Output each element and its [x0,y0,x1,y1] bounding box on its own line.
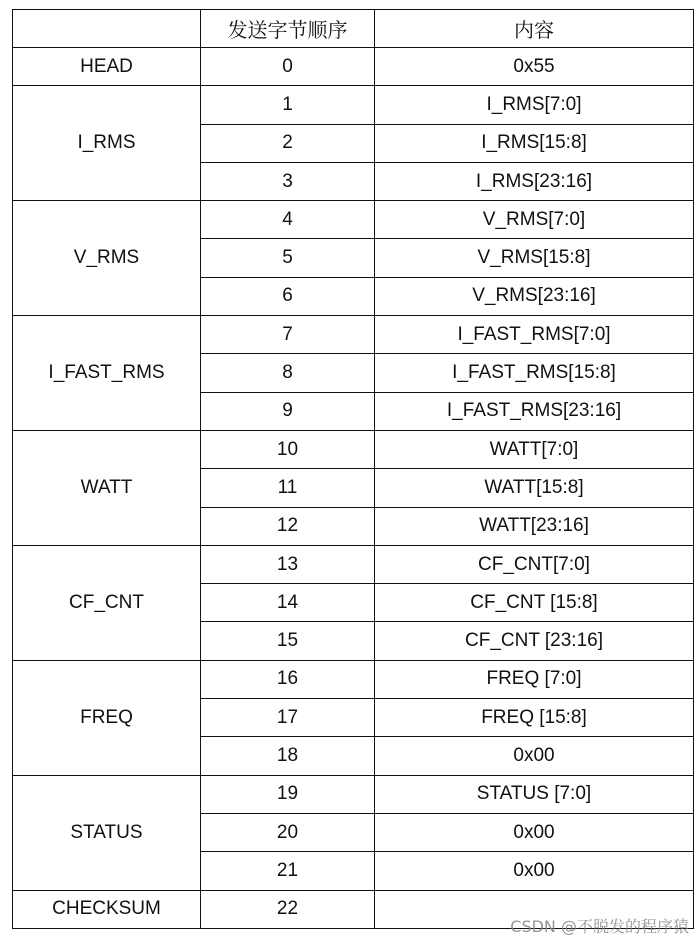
content-cell: I_RMS[23:16] [375,162,694,200]
content-cell: WATT[23:16] [375,507,694,545]
content-cell: I_RMS[7:0] [375,86,694,124]
byte-order-cell: 20 [201,813,375,851]
byte-order-cell: 13 [201,545,375,583]
header-group [13,10,201,48]
byte-order-cell: 2 [201,124,375,162]
content-cell: I_FAST_RMS[7:0] [375,316,694,354]
content-cell: CF_CNT [23:16] [375,622,694,660]
byte-order-cell: 18 [201,737,375,775]
content-cell: V_RMS[23:16] [375,277,694,315]
byte-order-cell: 16 [201,660,375,698]
content-cell: WATT[7:0] [375,430,694,468]
watermark: CSDN @不脱发的程序猿 [510,917,689,936]
content-cell: FREQ [15:8] [375,699,694,737]
byte-order-cell: 8 [201,354,375,392]
content-cell: V_RMS[7:0] [375,201,694,239]
byte-order-cell: 5 [201,239,375,277]
content-cell: WATT[15:8] [375,469,694,507]
byte-order-cell: 14 [201,584,375,622]
table-row [13,201,694,239]
group-name-cell: WATT [13,430,201,545]
byte-order-cell: 6 [201,277,375,315]
content-cell: 0x00 [375,813,694,851]
byte-order-cell: 10 [201,430,375,468]
group-name-cell: STATUS [13,775,201,890]
protocol-table [12,9,694,929]
content-cell: V_RMS[15:8] [375,239,694,277]
content-cell: 0x00 [375,737,694,775]
content-cell: 0x00 [375,852,694,890]
table-row [13,86,694,124]
content-cell: CF_CNT [15:8] [375,584,694,622]
byte-order-cell: 4 [201,201,375,239]
table-row [13,316,694,354]
group-name-cell: I_RMS [13,86,201,201]
byte-order-cell: 17 [201,699,375,737]
content-cell: FREQ [7:0] [375,660,694,698]
table-row [13,775,694,813]
byte-order-cell: 0 [201,48,375,86]
byte-order-cell: 22 [201,890,375,928]
content-cell: STATUS [7:0] [375,775,694,813]
byte-order-cell: 7 [201,316,375,354]
byte-order-cell: 11 [201,469,375,507]
group-name-cell: CHECKSUM [13,890,201,928]
group-name-cell: I_FAST_RMS [13,316,201,431]
content-cell: I_FAST_RMS[15:8] [375,354,694,392]
content-cell: 0x55 [375,48,694,86]
table-body [13,48,694,929]
byte-order-cell: 19 [201,775,375,813]
header-content: 内容 [375,10,694,48]
table-row [13,430,694,468]
byte-order-cell: 21 [201,852,375,890]
table-row [13,660,694,698]
byte-order-cell: 1 [201,86,375,124]
group-name-cell: HEAD [13,48,201,86]
content-cell: I_FAST_RMS[23:16] [375,392,694,430]
content-cell: CF_CNT[7:0] [375,545,694,583]
content-cell: I_RMS[15:8] [375,124,694,162]
byte-order-cell: 15 [201,622,375,660]
byte-order-cell: 3 [201,162,375,200]
byte-order-cell: 9 [201,392,375,430]
byte-order-cell: 12 [201,507,375,545]
table-row [13,545,694,583]
group-name-cell: V_RMS [13,201,201,316]
header-row [13,10,694,48]
header-byte-order: 发送字节顺序 [201,10,375,48]
table-row [13,48,694,86]
group-name-cell: CF_CNT [13,545,201,660]
group-name-cell: FREQ [13,660,201,775]
